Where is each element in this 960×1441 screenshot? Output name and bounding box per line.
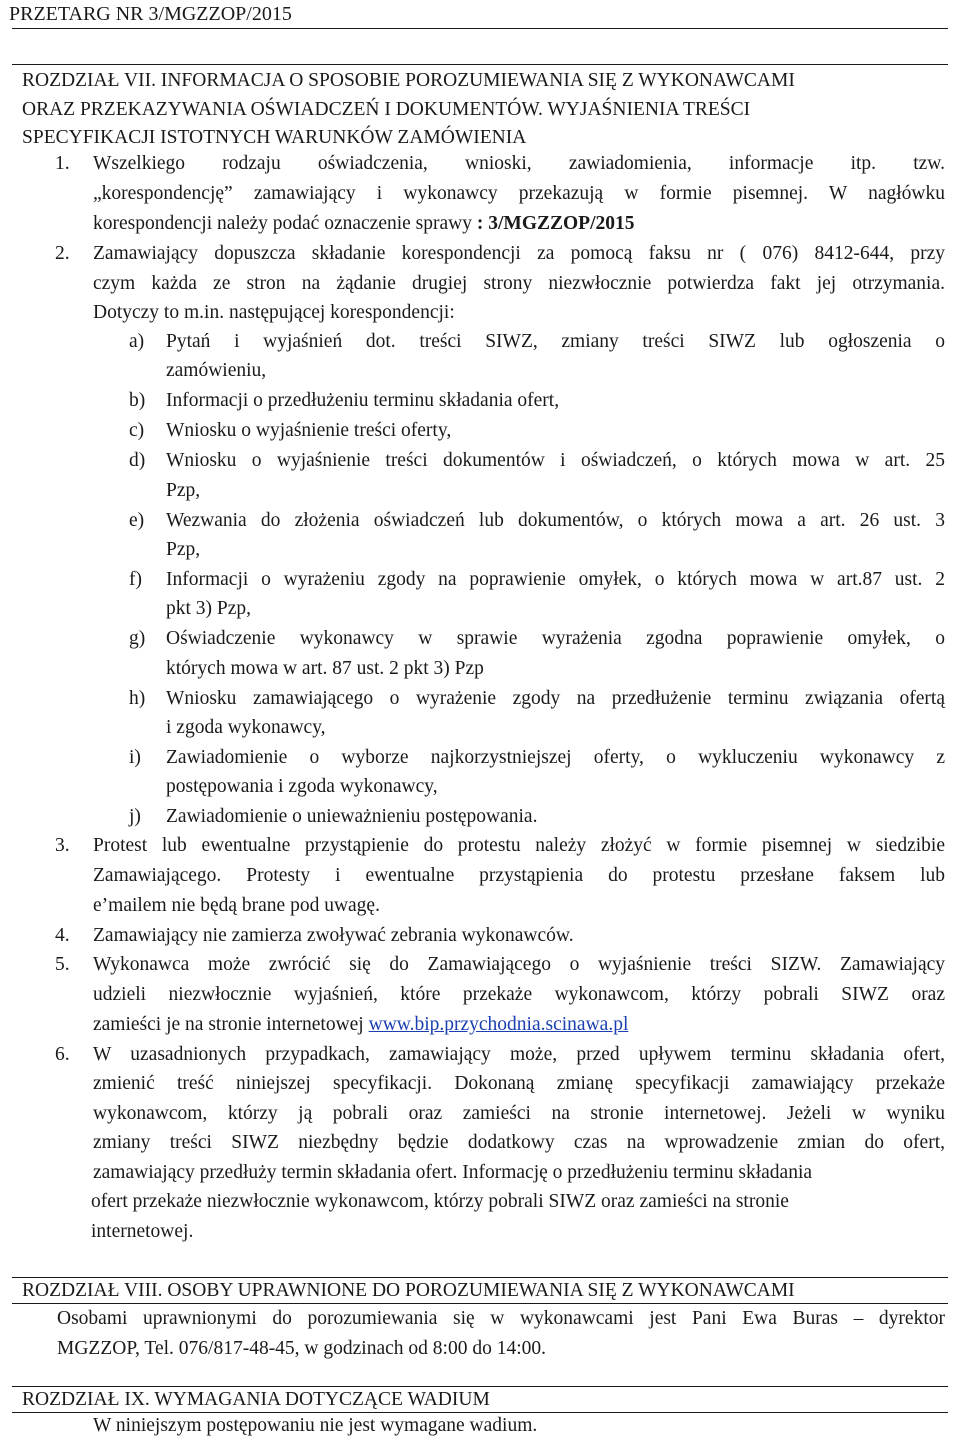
sub-item-j-line-1: Zawiadomienie o unieważnieniu postępowania.	[166, 806, 538, 827]
item3-line-2: Zamawiającego. Protesty i ewentualne przystąpienia do protestu przesłane faksem lub	[93, 865, 945, 886]
sub-item-f-line-2: pkt 3) Pzp,	[166, 598, 252, 619]
bip-website-link[interactable]: www.bip.przychodnia.scinawa.pl	[368, 1014, 629, 1035]
sub-item-a-line-1: Pytań i wyjaśnień dot. treści SIWZ, zmiany treści SIWZ lub ogłoszenia o	[166, 331, 945, 352]
item1-line-3	[93, 209, 635, 239]
sub-item-label: c)	[129, 420, 145, 441]
item5-line-3	[93, 1010, 628, 1040]
sub-item-e-line-1: Wezwania do złożenia oświadczeń lub dokumentów, o których mowa a art. 26 ust. 3	[166, 510, 945, 531]
sub-item-label: a)	[129, 331, 145, 352]
sub-item-label: e)	[129, 510, 145, 531]
item-number: 1.	[55, 153, 70, 174]
sub-item-h-line-1: Wniosku zamawiającego o wyrażenie zgody na przedłużenie terminu związania ofertą	[166, 688, 945, 709]
sub-item-b-line-1: Informacji o przedłużeniu terminu składania ofert,	[166, 390, 560, 411]
chapter7-heading-line-1: ROZDZIAŁ VII. INFORMACJA O SPOSOBIE POROZUMIEWANIA SIĘ Z WYKONAWCAMI	[22, 70, 795, 91]
sub-item-a-line-2: zamówieniu,	[166, 360, 267, 381]
item5-line-1: Wykonawca może zwrócić się do Zamawiającego o wyjaśnienie treści SIZW. Zamawiający	[93, 954, 945, 975]
sub-item-c-line-1: Wniosku o wyjaśnienie treści oferty,	[166, 420, 452, 441]
sub-item-h-line-2: i zgoda wykonawcy,	[166, 717, 326, 738]
sub-item-label: i)	[129, 747, 141, 768]
item5-line-2: udzieli niezwłocznie wyjaśnień, które przekaże wykonawcom, którzy pobrali SIWZ oraz	[93, 984, 945, 1005]
sub-item-label: g)	[129, 628, 146, 649]
item3-line-1: Protest lub ewentualne przystąpienie do protestu należy złożyć w formie pisemnej w siedzibie	[93, 835, 945, 856]
item2-line-1: Zamawiający dopuszcza składanie korespondencji za pomocą faksu nr ( 076) 8412-644, przy	[93, 243, 945, 264]
case-reference: : 3/MGZZOP/2015	[476, 213, 635, 234]
item-number: 3.	[55, 835, 70, 856]
sub-item-label: d)	[129, 450, 146, 471]
item6-line-1: W uzasadnionych przypadkach, zamawiający może, przed upływem terminu składania ofert,	[93, 1044, 945, 1065]
item1-text: korespondencji należy podać oznaczenie sprawy	[93, 213, 477, 234]
item2-line-3: Dotyczy to m.in. następującej korespondencji:	[93, 302, 455, 323]
sub-item-label: f)	[129, 569, 142, 590]
item3-line-3: e’mailem nie będą brane pod uwagę.	[93, 895, 380, 916]
document-header: PRZETARG NR 3/MGZZOP/2015	[9, 3, 292, 25]
item1-line-2: „korespondencję” zamawiający i wykonawcy przekazują w formie pisemnej. W nagłówku	[93, 183, 945, 204]
chapter7-heading-line-3: SPECYFIKACJI ISTOTNYCH WARUNKÓW ZAMÓWIENIA	[22, 127, 527, 148]
item6-line-5: zamawiający przedłuży termin składania ofert. Informację o przedłużeniu terminu składania	[93, 1162, 813, 1183]
sub-item-label: h)	[129, 688, 146, 709]
sub-item-e-line-2: Pzp,	[166, 539, 201, 560]
item6-line-7: internetowej.	[91, 1221, 194, 1242]
sub-item-label: j)	[129, 806, 141, 827]
item6-line-6: ofert przekaże niezwłocznie wykonawcom, którzy pobrali SIWZ oraz zamieści na stronie	[91, 1191, 789, 1212]
chapter7-heading-line-2: ORAZ PRZEKAZYWANIA OŚWIADCZEŃ I DOKUMENTÓW. WYJAŚNIENIA TREŚCI	[22, 99, 751, 120]
sub-item-d-line-2: Pzp,	[166, 480, 201, 501]
item6-line-4: zmiany treści SIWZ niezbędny będzie dodatkowy czas na wprowadzenie zmian do ofert,	[93, 1132, 945, 1153]
chapter8-line-1: Osobami uprawnionymi do porozumiewania się w wykonawcami jest Pani Ewa Buras – dyrektor	[57, 1308, 945, 1329]
chapter9-heading: ROZDZIAŁ IX. WYMAGANIA DOTYCZĄCE WADIUM	[22, 1389, 490, 1410]
header-rule	[12, 28, 948, 29]
sub-item-g-line-1: Oświadczenie wykonawcy w sprawie wyrażenia zgodna poprawienie omyłek, o	[166, 628, 945, 649]
item2-line-2: czym każda ze stron na żądanie drugiej strony niezwłocznie potwierdza fakt jej otrzymania.	[93, 273, 945, 294]
sub-item-i-line-2: postępowania i zgoda wykonawcy,	[166, 776, 438, 797]
item-number: 6.	[55, 1044, 70, 1065]
item1-line-1: Wszelkiego rodzaju oświadczenia, wnioski, zawiadomienia, informacje itp. tzw.	[93, 153, 945, 174]
item-number: 5.	[55, 954, 70, 975]
chapter9-line-1: W niniejszym postępowaniu nie jest wymagane wadium.	[93, 1415, 538, 1436]
item-number: 2.	[55, 243, 70, 264]
item6-line-2: zmienić treść niniejszej specyfikacji. Dokonaną zmianę specyfikacji zamawiający przekaże	[93, 1073, 945, 1094]
item4-line-1: Zamawiający nie zamierza zwoływać zebrania wykonawców.	[93, 925, 574, 946]
sub-item-i-line-1: Zawiadomienie o wyborze najkorzystniejszej oferty, o wykluczeniu wykonawcy z	[166, 747, 945, 768]
item6-line-3: wykonawcom, którzy ją pobrali oraz zamieści na stronie internetowej. Jeżeli w wyniku	[93, 1103, 945, 1124]
item-number: 4.	[55, 925, 70, 946]
chapter8-heading: ROZDZIAŁ VIII. OSOBY UPRAWNIONE DO POROZUMIEWANIA SIĘ Z WYKONAWCAMI	[22, 1280, 795, 1301]
item5-text: zamieści je na stronie internetowej	[93, 1014, 369, 1035]
chapter7-box-top	[12, 64, 948, 65]
chapter8-line-2: MGZZOP, Tel. 076/817-48-45, w godzinach od 8:00 do 14:00.	[57, 1338, 546, 1359]
sub-item-d-line-1: Wniosku o wyjaśnienie treści dokumentów i oświadczeń, o których mowa w art. 25	[166, 450, 945, 471]
sub-item-label: b)	[129, 390, 146, 411]
sub-item-g-line-2: których mowa w art. 87 ust. 2 pkt 3) Pzp	[166, 658, 484, 679]
sub-item-f-line-1: Informacji o wyrażeniu zgody na poprawienie omyłek, o których mowa w art.87 ust. 2	[166, 569, 945, 590]
